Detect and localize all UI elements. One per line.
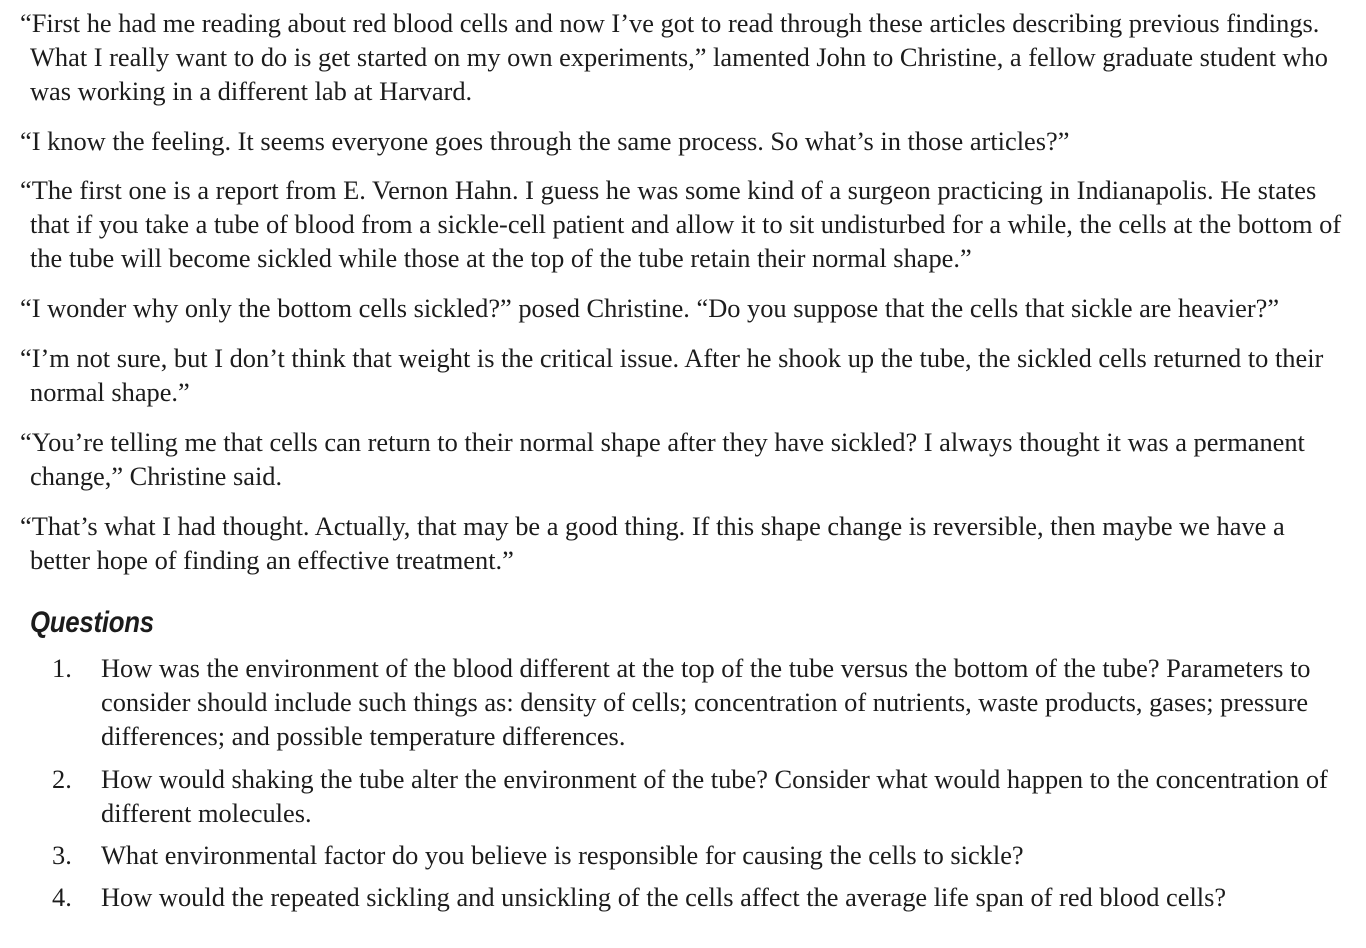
dialogue-paragraph-7: “That’s what I had thought. Actually, that may be a good thing. If this shape change is reversible, then maybe we have a better hope of finding an effective treatment.” — [20, 511, 1285, 575]
dialogue-paragraph-6: “You’re telling me that cells can return to their normal shape after they have sickled? I always thought it was a permanent change,” Christine said. — [20, 427, 1305, 491]
question-number: 3. — [52, 840, 72, 870]
question-text: What environmental factor do you believe is responsible for causing the cells to sickle? — [101, 840, 1024, 870]
questions-heading: Questions — [30, 606, 154, 639]
question-number: 1. — [52, 653, 72, 683]
dialogue-paragraph-3: “The first one is a report from E. Vernon Hahn. I guess he was some kind of a surgeon practicing in Indianapolis. He states that if you take a tube of blood from a sickle-cell patient and allow it to sit undisturbed for a while, the cells at the bottom of the tube will become sickled while those at the top of the tube retain their normal shape.” — [20, 175, 1342, 273]
question-text: How was the environment of the blood different at the top of the tube versus the bottom of the tube? Parameters to consider should include such things as: density of cells; concentration of nutrients, waste products, gases; pressure differences; and possible temperature differences. — [101, 653, 1311, 751]
question-text: How would shaking the tube alter the environment of the tube? Consider what would happen to the concentration of different molecules. — [101, 764, 1328, 828]
question-number: 4. — [52, 882, 72, 912]
dialogue-paragraph-2: “I know the feeling. It seems everyone goes through the same process. So what’s in those articles?” — [20, 126, 1070, 156]
question-number: 2. — [52, 764, 72, 794]
dialogue-paragraph-4: “I wonder why only the bottom cells sickled?” posed Christine. “Do you suppose that the cells that sickle are heavier?” — [20, 293, 1280, 323]
question-text: How would the repeated sickling and unsickling of the cells affect the average life span of red blood cells? — [101, 882, 1227, 912]
dialogue-paragraph-1: “First he had me reading about red blood cells and now I’ve got to read through these articles describing previous findings. What I really want to do is get started on my own experiments,” lamented John to Christine, a fellow graduate student who was working in a different lab at Harvard. — [20, 8, 1328, 106]
dialogue-paragraph-5: “I’m not sure, but I don’t think that weight is the critical issue. After he shook up the tube, the sickled cells returned to their normal shape.” — [20, 343, 1324, 407]
